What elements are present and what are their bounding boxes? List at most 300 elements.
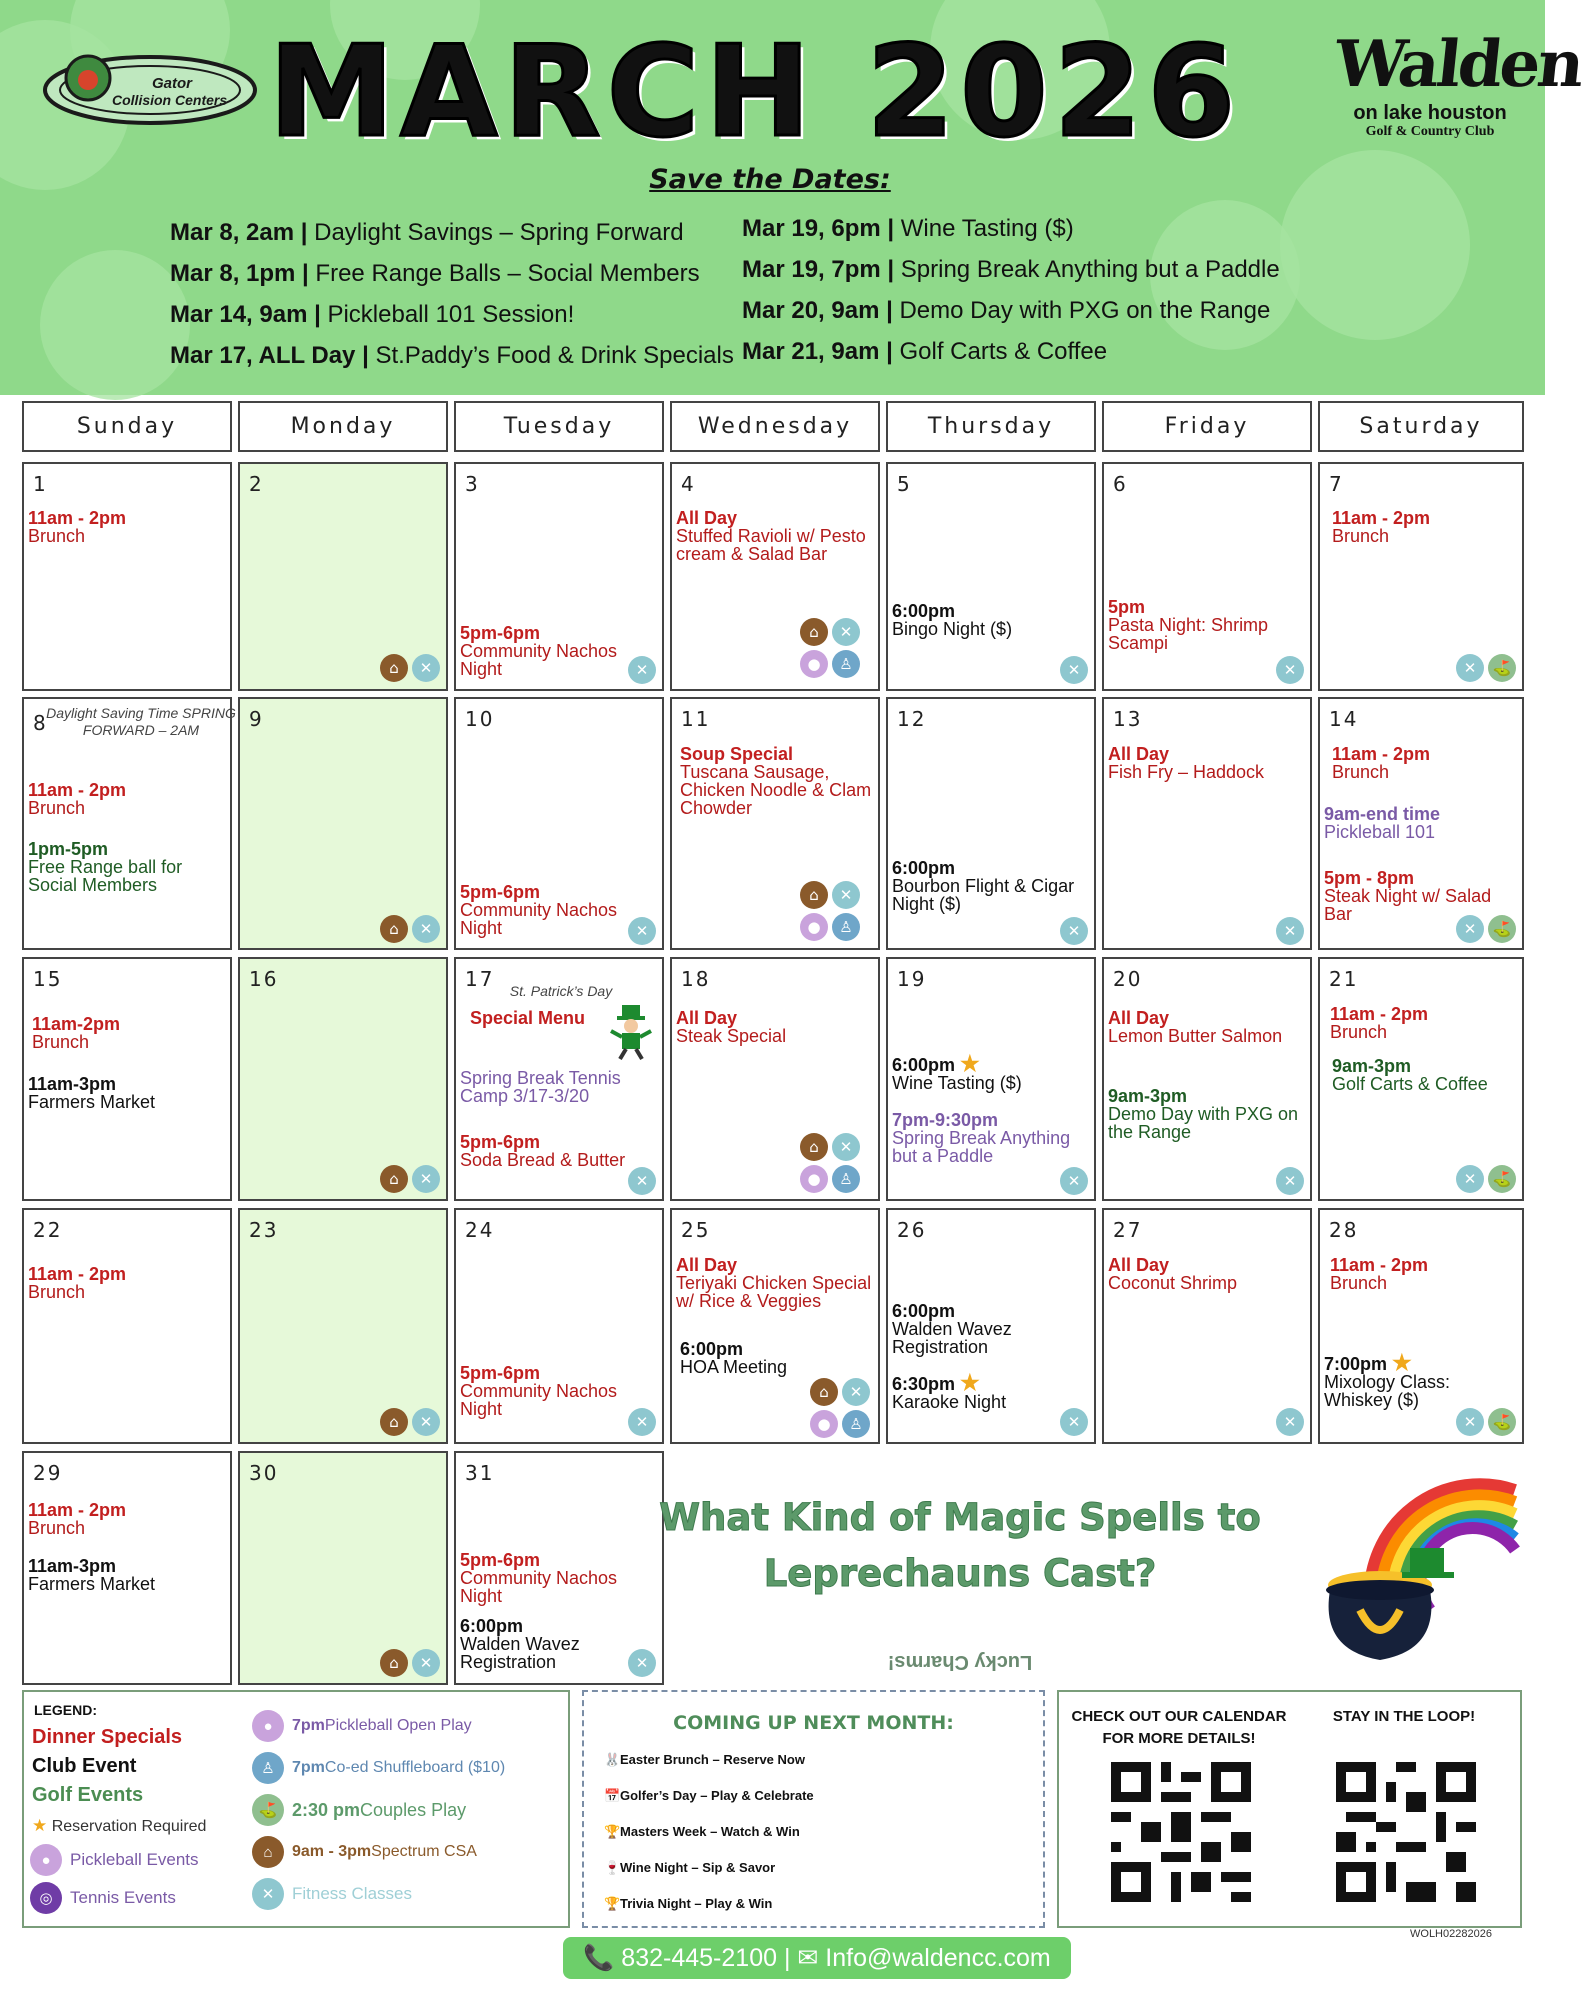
day-number: 20 bbox=[1113, 967, 1143, 991]
legend-label: Couples Play bbox=[360, 1799, 467, 1820]
event-time: 6:00pm bbox=[680, 1339, 744, 1359]
legend-shuffleboard bbox=[252, 1752, 505, 1784]
legend-reservation bbox=[32, 1816, 206, 1836]
legend-panel bbox=[22, 1690, 570, 1928]
event-time: 11am-3pm bbox=[28, 1074, 117, 1094]
day-cell-5[interactable] bbox=[886, 462, 1096, 691]
shuffleboard-icon: ♙ bbox=[832, 913, 860, 941]
event-time: All Day bbox=[1108, 744, 1170, 764]
day-number: 18 bbox=[681, 967, 711, 991]
event-desc: Stuffed Ravioli w/ Pesto cream & Salad Bar bbox=[676, 526, 866, 564]
loop-qr-code[interactable] bbox=[1336, 1762, 1476, 1902]
event-time: 11am - 2pm bbox=[1330, 1004, 1429, 1024]
event-desc: Spring Break Anything but a Paddle bbox=[892, 1128, 1071, 1166]
event-desc: HOA Meeting bbox=[680, 1357, 788, 1377]
day-cell-18[interactable] bbox=[670, 957, 880, 1201]
day-cell-23[interactable] bbox=[238, 1208, 448, 1444]
fitness-icon: ✕ bbox=[1456, 915, 1484, 943]
day-number: 12 bbox=[897, 707, 927, 731]
save-date-what: Free Range Balls – Social Members bbox=[308, 260, 700, 287]
shuffleboard-icon: ♙ bbox=[832, 650, 860, 678]
day-number: 19 bbox=[897, 967, 927, 991]
leprechaun-icon bbox=[608, 1003, 654, 1061]
fitness-icon: ✕ bbox=[832, 1133, 860, 1161]
event-desc: Farmers Market bbox=[28, 1092, 156, 1112]
event-time: All Day bbox=[676, 508, 738, 528]
day-cell-9[interactable] bbox=[238, 697, 448, 950]
event-time: 11am - 2pm bbox=[28, 1264, 127, 1284]
pickleball-icon: ● bbox=[800, 1165, 828, 1193]
day-number: 28 bbox=[1329, 1218, 1359, 1242]
tennis-icon: ◎ bbox=[30, 1882, 62, 1914]
day-cell-29[interactable] bbox=[22, 1451, 232, 1685]
fitness-icon: ✕ bbox=[412, 1408, 440, 1436]
fitness-icon: ✕ bbox=[832, 881, 860, 909]
save-date-item bbox=[742, 249, 1280, 290]
event bbox=[1332, 745, 1518, 781]
event-time: 6:00pm bbox=[892, 601, 956, 621]
riddle-question: What Kind of Magic Spells to Leprechauns Cast? bbox=[659, 1496, 1261, 1595]
event-desc: Free Range ball for Social Members bbox=[28, 857, 183, 895]
house-icon: ⌂ bbox=[810, 1378, 838, 1406]
house-icon: ⌂ bbox=[800, 881, 828, 909]
fitness-icon: ✕ bbox=[1060, 917, 1088, 945]
gator-collision-logo bbox=[40, 40, 260, 130]
daylight-saving-note: Daylight Saving Time SPRING FORWARD – 2AM bbox=[46, 705, 236, 738]
day-number: 14 bbox=[1329, 707, 1359, 731]
event-time: 11am - 2pm bbox=[28, 508, 127, 528]
event-desc: Community Nachos Night bbox=[460, 1381, 618, 1419]
day-cell-1[interactable] bbox=[22, 462, 232, 691]
day-cell-25[interactable] bbox=[670, 1208, 880, 1444]
event bbox=[680, 1340, 874, 1376]
event bbox=[28, 840, 226, 894]
fitness-icon: ✕ bbox=[1276, 917, 1304, 945]
event-time: 11am-3pm bbox=[28, 1556, 117, 1576]
legend-spectrum-csa bbox=[252, 1836, 477, 1868]
save-date-item bbox=[742, 290, 1280, 331]
save-date-when: Mar 19, 7pm | bbox=[742, 256, 895, 283]
day-number: 27 bbox=[1113, 1218, 1143, 1242]
qr-loop-text: STAY IN THE LOOP! bbox=[1332, 1708, 1476, 1725]
day-cell-27[interactable] bbox=[1102, 1208, 1312, 1444]
house-icon: ⌂ bbox=[380, 1165, 408, 1193]
calendar-qr-code[interactable] bbox=[1111, 1762, 1251, 1902]
day-number: 10 bbox=[465, 707, 495, 731]
house-icon: ⌂ bbox=[380, 1408, 408, 1436]
event bbox=[460, 1364, 658, 1418]
event bbox=[1324, 805, 1518, 841]
legend-time: 7pm bbox=[292, 1717, 325, 1734]
event-desc: Wine Tasting ($) bbox=[892, 1073, 1022, 1093]
event-time: 11am-2pm bbox=[32, 1014, 121, 1034]
save-date-what: St.Paddy’s Food & Drink Specials bbox=[368, 342, 734, 369]
event-desc: Teriyaki Chicken Special w/ Rice & Veggies bbox=[676, 1273, 872, 1311]
day-number: 4 bbox=[681, 472, 696, 496]
legend-reservation-label: Reservation Required bbox=[51, 1818, 207, 1835]
event-time-text: 6:30pm bbox=[892, 1374, 956, 1394]
event-desc: Brunch bbox=[1332, 762, 1390, 782]
event-desc: Karaoke Night bbox=[892, 1392, 1007, 1412]
coming-up-label: Trivia Night – Play & Win bbox=[620, 1896, 773, 1911]
save-date-when: Mar 19, 6pm | bbox=[742, 215, 895, 242]
event-desc: Lemon Butter Salmon bbox=[1108, 1026, 1283, 1046]
logo-text-gator: Gator bbox=[152, 75, 193, 92]
event-desc: Demo Day with PXG on the Range bbox=[1108, 1104, 1299, 1142]
fitness-icon: ✕ bbox=[412, 654, 440, 682]
day-number: 1 bbox=[33, 472, 48, 496]
event-time bbox=[892, 1051, 1090, 1076]
star-icon: ★ bbox=[960, 1370, 980, 1395]
qr-panel bbox=[1057, 1690, 1522, 1928]
event bbox=[1332, 509, 1518, 545]
day-cell-17[interactable] bbox=[454, 957, 664, 1201]
legend-tennis-events bbox=[30, 1882, 176, 1914]
star-icon: ★ bbox=[32, 1816, 48, 1835]
coming-up-item bbox=[604, 1788, 814, 1804]
save-date-what: Pickleball 101 Session! bbox=[320, 301, 575, 328]
event bbox=[1108, 745, 1306, 781]
wine-glass-icon: 🍷 bbox=[604, 1860, 621, 1875]
legend-time: 2:30 pm bbox=[292, 1799, 361, 1820]
event-desc: Bourbon Flight & Cigar Night ($) bbox=[892, 876, 1075, 914]
event-time: All Day bbox=[676, 1255, 738, 1275]
event-time: 5pm-6pm bbox=[460, 882, 541, 902]
save-date-item bbox=[170, 253, 734, 294]
event-time: 6:00pm bbox=[460, 1616, 524, 1636]
event-time: All Day bbox=[1108, 1008, 1170, 1028]
fitness-icon: ✕ bbox=[1456, 1408, 1484, 1436]
event bbox=[1108, 1256, 1306, 1292]
event-time: 5pm bbox=[1108, 597, 1146, 617]
coming-up-label: Wine Night – Sip & Savor bbox=[620, 1860, 776, 1875]
day-cell-10[interactable] bbox=[454, 697, 664, 950]
coming-up-panel bbox=[582, 1690, 1045, 1928]
event-time: 9am-3pm bbox=[1332, 1056, 1412, 1076]
event-time bbox=[892, 1370, 1090, 1395]
event-desc: Community Nachos Night bbox=[460, 641, 618, 679]
legend-label: Pickleball Events bbox=[70, 1850, 199, 1869]
golf-cart-icon: ⛳ bbox=[1488, 1408, 1516, 1436]
event-time: 5pm-6pm bbox=[460, 1132, 541, 1152]
legend-label: Spectrum CSA bbox=[371, 1843, 477, 1860]
trophy-icon: 🏆 bbox=[604, 1824, 621, 1839]
event bbox=[1330, 1005, 1518, 1041]
event-time: Special Menu bbox=[470, 1008, 586, 1028]
legend-pickleball-open-play bbox=[252, 1710, 472, 1742]
event bbox=[1108, 1009, 1306, 1045]
day-number: 7 bbox=[1329, 472, 1344, 496]
day-number: 30 bbox=[249, 1461, 279, 1485]
walden-logo-name: Walden bbox=[1331, 27, 1585, 102]
event-time: 6:00pm bbox=[892, 1301, 956, 1321]
coming-up-heading: COMING UP NEXT MONTH: bbox=[673, 1712, 954, 1734]
event-desc: Brunch bbox=[1330, 1022, 1388, 1042]
save-date-when: Mar 20, 9am | bbox=[742, 297, 893, 324]
walden-logo-line1: on lake houston bbox=[1353, 102, 1507, 124]
save-date-when: Mar 8, 1pm | bbox=[170, 260, 309, 287]
day-cell-3[interactable] bbox=[454, 462, 664, 691]
save-date-what: Golf Carts & Coffee bbox=[892, 338, 1108, 365]
legend-club-event: Club Event bbox=[32, 1755, 137, 1777]
shuffleboard-icon: ♙ bbox=[842, 1410, 870, 1438]
weekday-wednesday: Wednesday bbox=[670, 401, 880, 452]
event-desc: Golf Carts & Coffee bbox=[1332, 1074, 1488, 1094]
legend-dinner-specials: Dinner Specials bbox=[32, 1726, 183, 1748]
event bbox=[28, 1557, 226, 1593]
day-number: 15 bbox=[33, 967, 63, 991]
fitness-icon: ✕ bbox=[252, 1878, 284, 1910]
legend-couples-play bbox=[252, 1794, 466, 1826]
event-desc: Fish Fry – Haddock bbox=[1108, 762, 1265, 782]
fitness-icon: ✕ bbox=[1060, 1167, 1088, 1195]
page-title: MARCH 2026 bbox=[268, 18, 1242, 165]
fitness-icon: ✕ bbox=[842, 1378, 870, 1406]
house-icon: ⌂ bbox=[380, 915, 408, 943]
day-cell-2[interactable] bbox=[238, 462, 448, 691]
fitness-icon: ✕ bbox=[412, 915, 440, 943]
event bbox=[892, 1111, 1090, 1165]
event bbox=[28, 509, 226, 545]
event-time: 9am-3pm bbox=[1108, 1086, 1188, 1106]
save-date-item bbox=[170, 294, 734, 335]
day-cell-26[interactable] bbox=[886, 1208, 1096, 1444]
event-time: 11am - 2pm bbox=[1332, 508, 1431, 528]
pickleball-icon: ● bbox=[810, 1410, 838, 1438]
event-desc: Community Nachos Night bbox=[460, 900, 618, 938]
day-cell-20[interactable] bbox=[1102, 957, 1312, 1201]
day-cell-15[interactable] bbox=[22, 957, 232, 1201]
coming-up-label: Masters Week – Watch & Win bbox=[620, 1824, 800, 1839]
event bbox=[676, 509, 874, 563]
day-cell-22[interactable] bbox=[22, 1208, 232, 1444]
event-desc: Brunch bbox=[28, 526, 86, 546]
day-number: 17 bbox=[465, 967, 495, 991]
legend-fitness-classes bbox=[252, 1878, 412, 1910]
day-cell-30[interactable] bbox=[238, 1451, 448, 1685]
event bbox=[892, 859, 1090, 913]
event bbox=[676, 1009, 874, 1045]
event-time: 9am-end time bbox=[1324, 804, 1441, 824]
day-cell-6[interactable] bbox=[1102, 462, 1312, 691]
day-cell-28[interactable] bbox=[1318, 1208, 1524, 1444]
event-desc: Brunch bbox=[28, 1518, 86, 1538]
day-number: 24 bbox=[465, 1218, 495, 1242]
event-time: 11am - 2pm bbox=[1330, 1255, 1429, 1275]
day-number: 26 bbox=[897, 1218, 927, 1242]
save-date-when: Mar 14, 9am | bbox=[170, 301, 321, 328]
event-desc: Bingo Night ($) bbox=[892, 619, 1013, 639]
walden-logo bbox=[1331, 27, 1585, 180]
fitness-icon: ✕ bbox=[832, 618, 860, 646]
event bbox=[892, 1370, 1090, 1412]
day-number: 2 bbox=[249, 472, 264, 496]
legend-label: Pickleball Open Play bbox=[324, 1717, 472, 1734]
day-number: 3 bbox=[465, 472, 480, 496]
star-icon: ★ bbox=[960, 1051, 980, 1076]
day-number: 9 bbox=[249, 707, 264, 731]
fitness-icon: ✕ bbox=[628, 1408, 656, 1436]
day-cell-16[interactable] bbox=[238, 957, 448, 1201]
house-icon: ⌂ bbox=[800, 1133, 828, 1161]
event bbox=[28, 1075, 226, 1111]
event bbox=[892, 1051, 1090, 1093]
event bbox=[1324, 869, 1518, 923]
event-desc: Pasta Night: Shrimp Scampi bbox=[1108, 615, 1269, 653]
event-desc: Steak Night w/ Salad Bar bbox=[1324, 886, 1492, 924]
event-desc: Soda Bread & Butter bbox=[460, 1150, 626, 1170]
fitness-icon: ✕ bbox=[1456, 654, 1484, 682]
house-icon: ⌂ bbox=[252, 1836, 284, 1868]
event-time: Soup Special bbox=[680, 744, 794, 764]
event bbox=[460, 1133, 658, 1169]
event-desc: Brunch bbox=[1330, 1273, 1388, 1293]
event bbox=[28, 781, 226, 817]
day-cell-12[interactable] bbox=[886, 697, 1096, 950]
day-cell-19[interactable] bbox=[886, 957, 1096, 1201]
event-desc: Steak Special bbox=[676, 1026, 787, 1046]
house-icon: ⌂ bbox=[380, 1649, 408, 1677]
day-cell-31[interactable] bbox=[454, 1451, 664, 1685]
document-code: WOLH02282026 bbox=[1410, 1928, 1492, 1940]
save-date-when: Mar 17, ALL Day | bbox=[170, 342, 369, 369]
event bbox=[1332, 1057, 1518, 1093]
day-number: 13 bbox=[1113, 707, 1143, 731]
save-date-what: Demo Day with PXG on the Range bbox=[892, 297, 1271, 324]
event-time: 11am - 2pm bbox=[1332, 744, 1431, 764]
event bbox=[1108, 598, 1306, 652]
save-the-dates-heading: Save the Dates: bbox=[649, 164, 891, 195]
fitness-icon: ✕ bbox=[628, 1167, 656, 1195]
weekday-monday: Monday bbox=[238, 401, 448, 452]
event-time: 11am - 2pm bbox=[28, 780, 127, 800]
coming-up-item bbox=[604, 1824, 800, 1840]
event bbox=[28, 1265, 226, 1301]
legend-label: Co-ed Shuffleboard ($10) bbox=[324, 1759, 506, 1776]
day-cell-14[interactable] bbox=[1318, 697, 1524, 950]
day-cell-8[interactable] bbox=[22, 697, 236, 950]
event-time bbox=[1324, 1350, 1518, 1375]
weekday-saturday: Saturday bbox=[1318, 401, 1524, 452]
pickleball-icon: ● bbox=[30, 1844, 62, 1876]
event-time: All Day bbox=[676, 1008, 738, 1028]
star-icon: ★ bbox=[1392, 1350, 1412, 1375]
logo-text-collision: Collision Centers bbox=[112, 92, 228, 108]
event-time: 5pm-6pm bbox=[460, 1363, 541, 1383]
save-date-what: Daylight Savings – Spring Forward bbox=[307, 219, 684, 246]
day-number: 5 bbox=[897, 472, 912, 496]
fitness-icon: ✕ bbox=[1060, 656, 1088, 684]
weekday-friday: Friday bbox=[1102, 401, 1312, 452]
legend-label: Tennis Events bbox=[70, 1888, 176, 1907]
st-patricks-note: St. Patrick’s Day bbox=[509, 983, 613, 999]
day-number: 25 bbox=[681, 1218, 711, 1242]
day-number: 22 bbox=[33, 1218, 63, 1242]
riddle-answer: Lucky Charms! bbox=[887, 1651, 1033, 1673]
day-cell-21[interactable] bbox=[1318, 957, 1524, 1201]
coming-up-label: Golfer’s Day – Play & Celebrate bbox=[620, 1788, 814, 1803]
event-time: All Day bbox=[1108, 1255, 1170, 1275]
legend-pickleball-events bbox=[30, 1844, 199, 1876]
save-date-item bbox=[742, 208, 1280, 249]
event bbox=[1330, 1256, 1518, 1292]
event-time: 6:00pm bbox=[892, 858, 956, 878]
event-desc: Community Nachos Night bbox=[460, 1568, 618, 1606]
event-desc: Walden Wavez Registration bbox=[460, 1634, 580, 1672]
coming-up-label: Easter Brunch – Reserve Now bbox=[620, 1752, 805, 1767]
save-date-item bbox=[170, 212, 734, 253]
contact-footer[interactable]: 📞 832-445-2100 | ✉ Info@waldencc.com bbox=[563, 1937, 1071, 1979]
fitness-icon: ✕ bbox=[412, 1165, 440, 1193]
fitness-icon: ✕ bbox=[412, 1649, 440, 1677]
event-time: 7pm-9:30pm bbox=[892, 1110, 999, 1130]
fitness-icon: ✕ bbox=[628, 1649, 656, 1677]
day-number: 6 bbox=[1113, 472, 1128, 496]
day-number: 16 bbox=[249, 967, 279, 991]
golf-cart-icon: ⛳ bbox=[1488, 915, 1516, 943]
event bbox=[892, 602, 1090, 638]
pot-of-gold-rainbow-icon bbox=[1310, 1450, 1520, 1665]
fitness-icon: ✕ bbox=[1456, 1165, 1484, 1193]
house-icon: ⌂ bbox=[380, 654, 408, 682]
event-desc: Farmers Market bbox=[28, 1574, 156, 1594]
day-number: 31 bbox=[465, 1461, 495, 1485]
day-cell-24[interactable] bbox=[454, 1208, 664, 1444]
save-date-what: Spring Break Anything but a Paddle bbox=[894, 256, 1280, 283]
fitness-icon: ✕ bbox=[1060, 1408, 1088, 1436]
shuffleboard-icon: ♙ bbox=[252, 1752, 284, 1784]
event-time: 5pm-6pm bbox=[460, 623, 541, 643]
save-date-what: Wine Tasting ($) bbox=[894, 215, 1074, 242]
event bbox=[1324, 1350, 1518, 1410]
event-desc: Brunch bbox=[32, 1032, 90, 1052]
calendar-icon: 📅 bbox=[604, 1788, 621, 1803]
trophy-icon: 🏆 bbox=[604, 1896, 621, 1911]
day-number: 29 bbox=[33, 1461, 63, 1485]
weekday-sunday: Sunday bbox=[22, 401, 232, 452]
event-desc: Brunch bbox=[28, 1282, 86, 1302]
legend-label: Fitness Classes bbox=[292, 1884, 412, 1903]
save-date-item bbox=[170, 335, 734, 376]
day-number: 11 bbox=[681, 707, 711, 731]
legend-time: 7pm bbox=[292, 1759, 325, 1776]
event bbox=[28, 1501, 226, 1537]
event-time: 5pm-6pm bbox=[460, 1550, 541, 1570]
day-cell-7[interactable] bbox=[1318, 462, 1524, 691]
day-number: 8 bbox=[33, 711, 48, 735]
legend-time: 9am - 3pm bbox=[292, 1843, 372, 1860]
save-dates-left bbox=[170, 212, 734, 376]
legend-golf-events: Golf Events bbox=[32, 1784, 144, 1806]
shuffleboard-icon: ♙ bbox=[832, 1165, 860, 1193]
day-cell-4[interactable] bbox=[670, 462, 880, 691]
save-date-item bbox=[742, 331, 1280, 372]
fitness-icon: ✕ bbox=[1276, 1408, 1304, 1436]
golf-cart-icon: ⛳ bbox=[252, 1794, 284, 1826]
day-number: 23 bbox=[249, 1218, 279, 1242]
pickleball-icon: ● bbox=[800, 913, 828, 941]
day-cell-11[interactable] bbox=[670, 697, 880, 950]
clover-decoration bbox=[40, 250, 190, 400]
event-time: 1pm-5pm bbox=[28, 839, 109, 859]
walden-logo-line2: Golf & Country Club bbox=[1365, 124, 1495, 139]
event bbox=[676, 1256, 874, 1310]
event bbox=[892, 1302, 1090, 1356]
golf-cart-icon: ⛳ bbox=[1488, 654, 1516, 682]
day-cell-13[interactable] bbox=[1102, 697, 1312, 950]
coming-up-item bbox=[604, 1752, 805, 1768]
event bbox=[32, 1015, 226, 1051]
